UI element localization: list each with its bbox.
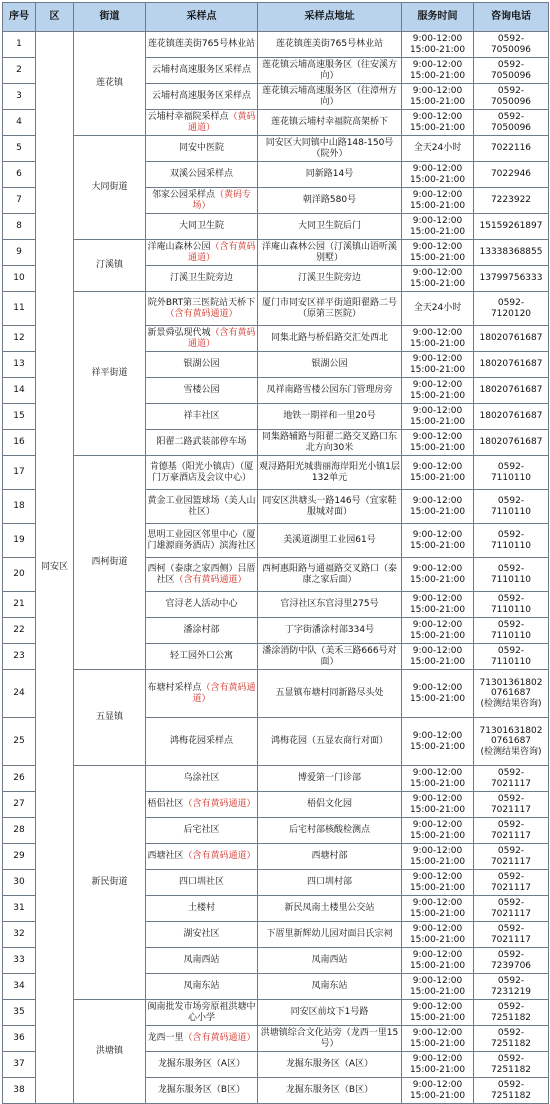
- site-name: 官浔老人活动中心: [165, 599, 238, 610]
- row-number-cell: 18: [3, 490, 36, 524]
- phone-cell: 0592- 7021117: [474, 922, 549, 948]
- site-name: 双溪公园采样点: [169, 169, 233, 180]
- service-time-cell: 9:00-12:00 15:00-21:00: [402, 430, 474, 456]
- address-cell: 官浔社区东官浔里275号: [258, 592, 402, 618]
- row-number-cell: 6: [3, 162, 36, 188]
- phone-cell: 0592- 7050096: [474, 110, 549, 136]
- address-cell: 同集北路与桥侣路交汇处西北: [258, 326, 402, 352]
- site-name: 云埔村幸福院采样点: [147, 112, 229, 123]
- service-time-cell: 9:00-12:00 15:00-21:00: [402, 456, 474, 490]
- row-number-cell: 8: [3, 214, 36, 240]
- site-name: 梧侣社区: [147, 799, 184, 810]
- row-number-cell: 38: [3, 1078, 36, 1104]
- site-cell: [146, 844, 258, 870]
- site-cell: [146, 214, 258, 240]
- address-cell: 同集路辅路与阳翟二路交叉路口东北方向30米: [258, 430, 402, 456]
- address-cell: 大同卫生院后门: [258, 214, 402, 240]
- phone-cell: 0592- 7021117: [474, 766, 549, 792]
- service-time-cell: 9:00-12:00 15:00-21:00: [402, 592, 474, 618]
- service-time-cell: 9:00-12:00 15:00-21:00: [402, 618, 474, 644]
- site-name: 龙掘东服务区（B区）: [157, 1085, 246, 1096]
- site-cell: [146, 32, 258, 58]
- address-cell: 丁字街潘涂村部334号: [258, 618, 402, 644]
- site-cell: [146, 58, 258, 84]
- row-number-cell: 24: [3, 670, 36, 718]
- address-cell: 观浔路阳光城翡丽海岸阳光小镇1层132单元: [258, 456, 402, 490]
- district-cell: 同安区: [36, 32, 74, 1104]
- row-number-cell: 32: [3, 922, 36, 948]
- site-cell: [146, 618, 258, 644]
- site-name: 肯德基（阳光小镇店）（厦门万豪酒店及会议中心）: [149, 462, 254, 483]
- street-cell: 莲花镇: [74, 32, 146, 136]
- service-time-cell: 9:00-12:00 15:00-21:00: [402, 896, 474, 922]
- site-cell: [146, 1026, 258, 1052]
- row-number-cell: 9: [3, 240, 36, 266]
- service-time-cell: 9:00-12:00 15:00-21:00: [402, 240, 474, 266]
- service-time-cell: 9:00-12:00 15:00-21:00: [402, 558, 474, 592]
- site-name: 同安中医院: [178, 143, 224, 154]
- site-cell: [146, 592, 258, 618]
- row-number-cell: 25: [3, 718, 36, 766]
- service-time-cell: 9:00-12:00 15:00-21:00: [402, 644, 474, 670]
- site-name: 云埔村高速服务区采样点: [151, 65, 251, 76]
- address-cell: 凤祥南路雪楼公园东门管理房旁: [258, 378, 402, 404]
- address-cell: 洋庵山森林公园（汀溪镇山语听溪别墅）: [258, 240, 402, 266]
- site-cell: [146, 670, 258, 718]
- service-time-cell: 9:00-12:00 15:00-21:00: [402, 84, 474, 110]
- row-number-cell: 35: [3, 1000, 36, 1026]
- service-time-cell: 9:00-12:00 15:00-21:00: [402, 266, 474, 292]
- table-row: [3, 670, 549, 718]
- service-time-cell: 全天24小时: [402, 136, 474, 162]
- site-cell: [146, 1078, 258, 1104]
- street-cell: 祥平街道: [74, 292, 146, 456]
- site-cell: [146, 524, 258, 558]
- service-time-cell: 9:00-12:00 15:00-21:00: [402, 1052, 474, 1078]
- row-number-cell: 5: [3, 136, 36, 162]
- row-number-cell: 12: [3, 326, 36, 352]
- address-cell: 同安区洪塘头一路146号（宜家鞋服城对面）: [258, 490, 402, 524]
- row-number-cell: 20: [3, 558, 36, 592]
- header-row: [3, 3, 549, 32]
- site-cell: [146, 326, 258, 352]
- row-number-cell: 29: [3, 844, 36, 870]
- table-row: [3, 1000, 549, 1026]
- address-cell: 潘涂消防中队（美禾三路666号对面）: [258, 644, 402, 670]
- service-time-cell: 9:00-12:00 15:00-21:00: [402, 818, 474, 844]
- site-cell: [146, 136, 258, 162]
- phone-cell: 0592- 7021117: [474, 870, 549, 896]
- service-time-cell: 9:00-12:00 15:00-21:00: [402, 718, 474, 766]
- phone-cell: 0592- 7050096: [474, 32, 549, 58]
- yellow-code-channel-note: （含有黄码通道）: [165, 308, 238, 319]
- service-time-cell: 9:00-12:00 15:00-21:00: [402, 670, 474, 718]
- table-body: [3, 32, 549, 1104]
- row-number-cell: 14: [3, 378, 36, 404]
- site-cell: [146, 818, 258, 844]
- site-cell: [146, 456, 258, 490]
- site-cell: [146, 922, 258, 948]
- phone-cell: 15159261897: [474, 214, 549, 240]
- table-row: [3, 766, 549, 792]
- site-cell: [146, 162, 258, 188]
- phone-cell: 0592- 7110110: [474, 456, 549, 490]
- phone-cell: 0592- 7120120: [474, 292, 549, 326]
- row-number-cell: 7: [3, 188, 36, 214]
- col-header-phone: 咨询电话: [474, 3, 549, 32]
- address-cell: 莲花镇云埔高速服务区（往漳州方向）: [258, 84, 402, 110]
- street-cell: 西柯街道: [74, 456, 146, 670]
- site-name: 思明工业园区邻里中心（厦门雄源商务酒店）滨海社区: [147, 530, 256, 551]
- site-cell: [146, 948, 258, 974]
- row-number-cell: 36: [3, 1026, 36, 1052]
- row-number-cell: 17: [3, 456, 36, 490]
- street-cell: 洪塘镇: [74, 1000, 146, 1104]
- site-name: 闽南批发市场旁原祖洪塘中心小学: [147, 1002, 256, 1023]
- phone-cell: 0592- 7251182: [474, 1078, 549, 1104]
- street-cell: 新民街道: [74, 766, 146, 1000]
- site-cell: [146, 188, 258, 214]
- row-number-cell: 15: [3, 404, 36, 430]
- phone-cell: 18020761687: [474, 430, 549, 456]
- row-number-cell: 16: [3, 430, 36, 456]
- address-cell: 后宅村部核酸检测点: [258, 818, 402, 844]
- yellow-code-channel-note: （含有黄码通道）: [187, 242, 256, 263]
- col-header-service-time: 服务时间: [402, 3, 474, 32]
- site-name: 龙掘东服务区（A区）: [157, 1059, 246, 1070]
- yellow-code-channel-note: （含有黄码通道）: [187, 328, 256, 349]
- row-number-cell: 27: [3, 792, 36, 818]
- service-time-cell: 9:00-12:00 15:00-21:00: [402, 110, 474, 136]
- phone-cell: 0592- 7251182: [474, 1052, 549, 1078]
- address-cell: 西柯惠阳路与通福路交叉路口（泰康之家后面）: [258, 558, 402, 592]
- row-number-cell: 2: [3, 58, 36, 84]
- phone-cell: 0592- 7110110: [474, 618, 549, 644]
- address-cell: 四口圳村部: [258, 870, 402, 896]
- row-number-cell: 11: [3, 292, 36, 326]
- address-cell: 五显镇布塘村同新路尽头处: [258, 670, 402, 718]
- phone-cell: 0592- 7021117: [474, 896, 549, 922]
- site-cell: [146, 792, 258, 818]
- phone-cell: 0592- 7110110: [474, 490, 549, 524]
- table-row: [3, 32, 549, 58]
- site-name: 黄金工业园篮球场（美人山社区）: [147, 496, 256, 517]
- phone-cell: 18020761687: [474, 404, 549, 430]
- address-cell: 汀溪卫生院旁边: [258, 266, 402, 292]
- address-cell: 凤南东站: [258, 974, 402, 1000]
- phone-cell: 0592- 7231219: [474, 974, 549, 1000]
- service-time-cell: 9:00-12:00 15:00-21:00: [402, 1026, 474, 1052]
- row-number-cell: 34: [3, 974, 36, 1000]
- site-name: 洋庵山森林公园: [147, 242, 211, 253]
- phone-cell: 13338368855: [474, 240, 549, 266]
- site-cell: [146, 1000, 258, 1026]
- address-cell: 莲花镇云埔高速服务区（往安溪方向）: [258, 58, 402, 84]
- site-name: 潘涂村部: [183, 625, 220, 636]
- phone-cell: 0592- 7021117: [474, 792, 549, 818]
- address-cell: 凤南西站: [258, 948, 402, 974]
- row-number-cell: 31: [3, 896, 36, 922]
- site-name: 大同卫生院: [178, 221, 224, 232]
- site-name: 鸿梅花园采样点: [169, 736, 233, 747]
- service-time-cell: 9:00-12:00 15:00-21:00: [402, 352, 474, 378]
- site-name: 轻工园外口公寓: [169, 651, 233, 662]
- service-time-cell: 9:00-12:00 15:00-21:00: [402, 792, 474, 818]
- phone-cell: 0592- 7050096: [474, 58, 549, 84]
- col-header-address: 采样点地址: [258, 3, 402, 32]
- site-name: 莲花镇莲美街765号林业站: [147, 39, 256, 50]
- service-time-cell: 9:00-12:00 15:00-21:00: [402, 214, 474, 240]
- phone-cell: 18020761687: [474, 326, 549, 352]
- row-number-cell: 19: [3, 524, 36, 558]
- site-name: 银湖公园: [183, 359, 220, 370]
- row-number-cell: 4: [3, 110, 36, 136]
- address-cell: 地铁一期祥和一里20号: [258, 404, 402, 430]
- service-time-cell: 9:00-12:00 15:00-21:00: [402, 524, 474, 558]
- site-name: 凤南西站: [183, 955, 220, 966]
- address-cell: 西塘村部: [258, 844, 402, 870]
- row-number-cell: 10: [3, 266, 36, 292]
- phone-cell: 18020761687: [474, 352, 549, 378]
- row-number-cell: 28: [3, 818, 36, 844]
- site-name: 龙西一里: [147, 1033, 184, 1044]
- address-cell: 龙掘东服务区（B区）: [258, 1078, 402, 1104]
- address-cell: 新民凤南土楼里公交站: [258, 896, 402, 922]
- service-time-cell: 9:00-12:00 15:00-21:00: [402, 32, 474, 58]
- row-number-cell: 30: [3, 870, 36, 896]
- service-time-cell: 9:00-12:00 15:00-21:00: [402, 162, 474, 188]
- address-cell: 博爱第一门诊部: [258, 766, 402, 792]
- yellow-code-channel-note: （含有黄码通道）: [174, 574, 247, 585]
- phone-cell: 0592- 7239706: [474, 948, 549, 974]
- site-cell: [146, 644, 258, 670]
- site-cell: [146, 718, 258, 766]
- site-cell: [146, 84, 258, 110]
- service-time-cell: 9:00-12:00 15:00-21:00: [402, 766, 474, 792]
- site-name: 西塘社区: [147, 851, 184, 862]
- service-time-cell: 9:00-12:00 15:00-21:00: [402, 870, 474, 896]
- yellow-code-channel-note: （黄码通道）: [187, 112, 256, 133]
- row-number-cell: 3: [3, 84, 36, 110]
- phone-cell: 0592- 7021117: [474, 818, 549, 844]
- site-name: 后宅社区: [183, 825, 220, 836]
- service-time-cell: 9:00-12:00 15:00-21:00: [402, 404, 474, 430]
- row-number-cell: 33: [3, 948, 36, 974]
- service-time-cell: 9:00-12:00 15:00-21:00: [402, 974, 474, 1000]
- address-cell: 洪塘镇综合文化站旁（龙西一里15号）: [258, 1026, 402, 1052]
- site-name: 凤南东站: [183, 981, 220, 992]
- service-time-cell: 全天24小时: [402, 292, 474, 326]
- site-cell: [146, 266, 258, 292]
- street-cell: 大同街道: [74, 136, 146, 240]
- site-cell: [146, 766, 258, 792]
- address-cell: 厦门市同安区祥平街道阳翟路二号（原第三医院）: [258, 292, 402, 326]
- site-name: 四口圳社区: [178, 877, 224, 888]
- service-time-cell: 9:00-12:00 15:00-21:00: [402, 1078, 474, 1104]
- site-cell: [146, 1052, 258, 1078]
- table-row: [3, 240, 549, 266]
- site-name: 湖安社区: [183, 929, 220, 940]
- site-cell: [146, 430, 258, 456]
- address-cell: 银湖公园: [258, 352, 402, 378]
- service-time-cell: 9:00-12:00 15:00-21:00: [402, 378, 474, 404]
- service-time-cell: 9:00-12:00 15:00-21:00: [402, 490, 474, 524]
- site-name: 院外BRT第三医院站天桥下: [147, 298, 256, 309]
- row-number-cell: 1: [3, 32, 36, 58]
- service-time-cell: 9:00-12:00 15:00-21:00: [402, 844, 474, 870]
- address-cell: 梧侣文化园: [258, 792, 402, 818]
- phone-cell: 0592- 7110110: [474, 644, 549, 670]
- phone-cell: 7022116: [474, 136, 549, 162]
- address-cell: 龙掘东服务区（A区）: [258, 1052, 402, 1078]
- address-cell: 同新路14号: [258, 162, 402, 188]
- site-cell: [146, 896, 258, 922]
- phone-cell: 0592- 7110110: [474, 558, 549, 592]
- address-cell: 美溪道湖里工业园61号: [258, 524, 402, 558]
- row-number-cell: 21: [3, 592, 36, 618]
- phone-cell: 0592- 7050096: [474, 84, 549, 110]
- site-name: 雪楼公园: [183, 385, 220, 396]
- site-cell: [146, 378, 258, 404]
- phone-cell: 7022946: [474, 162, 549, 188]
- site-name: 西柯（泰康之家西侧）吕厝社区: [147, 564, 256, 585]
- address-cell: 鸿梅花园（五显农商行对面）: [258, 718, 402, 766]
- site-name: 邻家公园采样点: [151, 190, 215, 201]
- sampling-sites-table: [2, 2, 549, 1104]
- service-time-cell: 9:00-12:00 15:00-21:00: [402, 188, 474, 214]
- phone-cell: 7223922: [474, 188, 549, 214]
- address-cell: 莲花镇云埔村幸福院高架桥下: [258, 110, 402, 136]
- table-row: [3, 136, 549, 162]
- site-name: 土楼村: [187, 903, 215, 914]
- address-cell: 莲花镇莲美街765号林业站: [258, 32, 402, 58]
- table-row: [3, 456, 549, 490]
- site-cell: [146, 974, 258, 1000]
- address-cell: 下厝里新辉幼儿园对面吕氏宗祠: [258, 922, 402, 948]
- site-cell: [146, 352, 258, 378]
- site-cell: [146, 490, 258, 524]
- site-cell: [146, 110, 258, 136]
- phone-cell: 71301361802 0761687 (检测结果咨询): [474, 670, 549, 718]
- col-header-site: 采样点: [146, 3, 258, 32]
- phone-cell: 0592- 7251182: [474, 1000, 549, 1026]
- address-cell: 朝洋路580号: [258, 188, 402, 214]
- table-row: [3, 292, 549, 326]
- service-time-cell: 9:00-12:00 15:00-21:00: [402, 1000, 474, 1026]
- yellow-code-channel-note: （含有黄码通道）: [183, 799, 256, 810]
- yellow-code-channel-note: （黄码专场）: [192, 190, 252, 211]
- site-cell: [146, 558, 258, 592]
- phone-cell: 71301631802 0761687 (检测结果咨询): [474, 718, 549, 766]
- row-number-cell: 22: [3, 618, 36, 644]
- service-time-cell: 9:00-12:00 15:00-21:00: [402, 58, 474, 84]
- site-name: 布塘村采样点: [147, 683, 202, 694]
- row-number-cell: 13: [3, 352, 36, 378]
- site-cell: [146, 870, 258, 896]
- row-number-cell: 23: [3, 644, 36, 670]
- address-cell: 同安区前坟下1号路: [258, 1000, 402, 1026]
- yellow-code-channel-note: （含有黄码通道）: [183, 851, 256, 862]
- street-cell: 汀溪镇: [74, 240, 146, 292]
- site-cell: [146, 292, 258, 326]
- service-time-cell: 9:00-12:00 15:00-21:00: [402, 948, 474, 974]
- yellow-code-channel-note: （含有黄码通道）: [183, 1033, 256, 1044]
- site-name: 乌涂社区: [183, 773, 220, 784]
- col-header-district: 区: [36, 3, 74, 32]
- site-cell: [146, 240, 258, 266]
- row-number-cell: 26: [3, 766, 36, 792]
- site-name: 祥丰社区: [183, 411, 220, 422]
- site-cell: [146, 404, 258, 430]
- col-header-no: 序号: [3, 3, 36, 32]
- address-cell: 同安区大同镇中山路148-150号（院外）: [258, 136, 402, 162]
- service-time-cell: 9:00-12:00 15:00-21:00: [402, 922, 474, 948]
- street-cell: 五显镇: [74, 670, 146, 766]
- service-time-cell: 9:00-12:00 15:00-21:00: [402, 326, 474, 352]
- site-name: 新景舜弘现代城: [147, 328, 211, 339]
- phone-cell: 18020761687: [474, 378, 549, 404]
- phone-cell: 13799756333: [474, 266, 549, 292]
- site-name: 阳翟二路武装部停车场: [156, 437, 247, 448]
- phone-cell: 0592- 7251182: [474, 1026, 549, 1052]
- phone-cell: 0592- 7110110: [474, 592, 549, 618]
- site-name: 汀溪卫生院旁边: [169, 273, 233, 284]
- row-number-cell: 37: [3, 1052, 36, 1078]
- phone-cell: 0592- 7110110: [474, 524, 549, 558]
- site-name: 云埔村高速服务区采样点: [151, 91, 251, 102]
- yellow-code-channel-note: （含有黄码通道）: [192, 683, 256, 704]
- col-header-street: 街道: [74, 3, 146, 32]
- phone-cell: 0592- 7021117: [474, 844, 549, 870]
